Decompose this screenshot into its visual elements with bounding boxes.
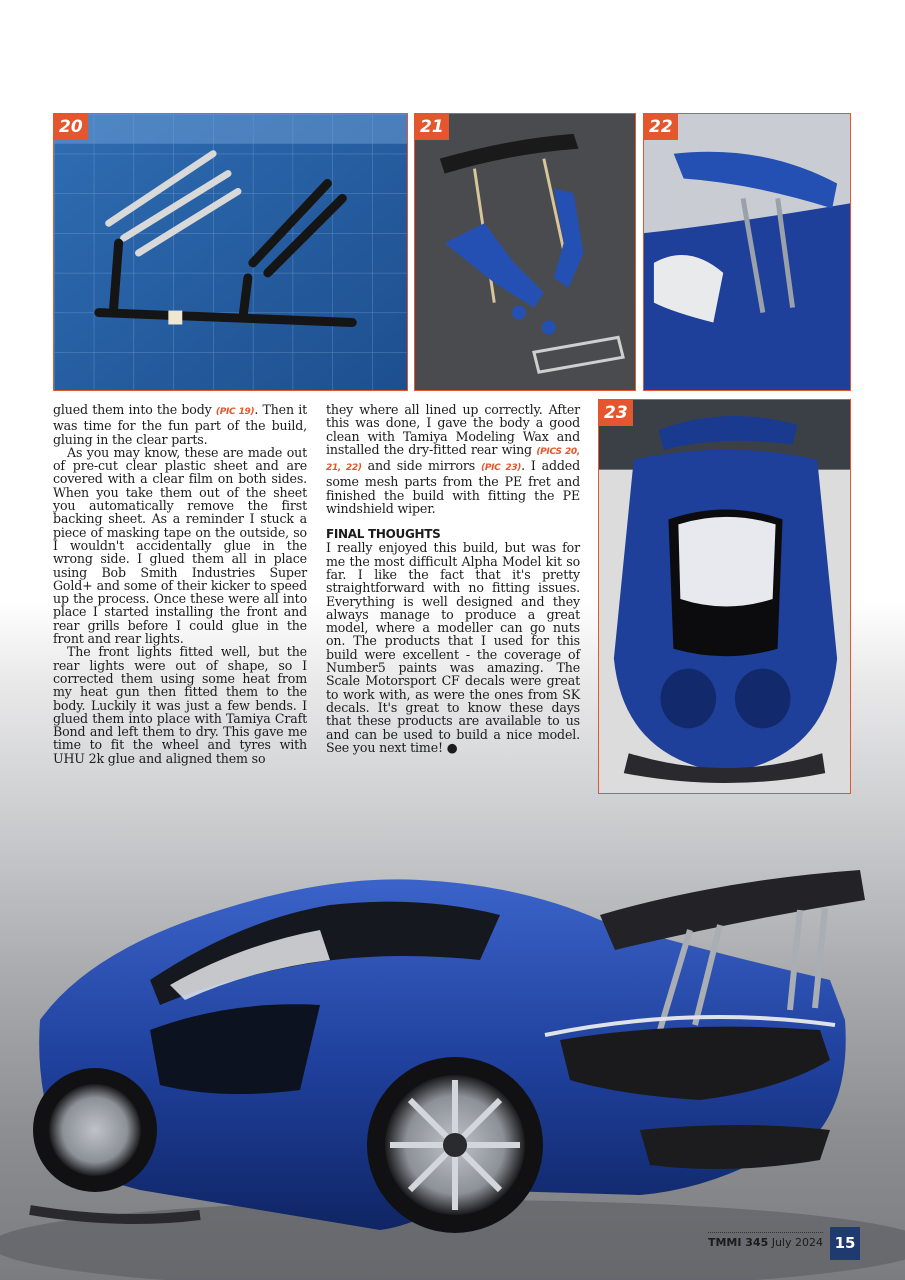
- pic-number-22: 22: [644, 114, 678, 140]
- article-column-1: [53, 403, 307, 765]
- article-column-2: [326, 403, 580, 754]
- photo-20: [53, 113, 408, 391]
- paragraph: As you may know, these are made out of pre-cut clear plastic sheet and are covered with a clear film on both sides. When you take them out of the sheet you automatically remove the first backing sheet. As a reminder I stuck a piece of masking tape on the outside, so I wouldn't accidentally glue in the wrong side. I glued them all in place using Bob Smith Industries Super Gold+ and some of their kicker to speed up the process. Once these were all into place I started installing the front and rear grills before I could glue in the front and rear lights.: [53, 444, 307, 647]
- rear-wing-fitted-image: [644, 114, 850, 390]
- page-number: 15: [830, 1227, 860, 1260]
- text-span: . Then it was time for the fun part of the build, gluing in the clear parts.: [53, 402, 307, 447]
- issue-date: July 2024: [771, 1236, 823, 1249]
- main-car-photo: [0, 830, 905, 1280]
- blue-supercar-image: [0, 830, 905, 1280]
- paragraph: The front lights fitted well, but the rear lights were out of shape, so I corrected them using some heat from my heat gun then fitted them to the body. Luckily it was just a few bends. I glued them into place with Tamiya Craft Bond and left them to dry. This gave me time to fit the wheel and tyres with UHU 2k glue and aligned them so: [53, 644, 307, 766]
- pic-number-21: 21: [415, 114, 449, 140]
- page-folio: [708, 1232, 823, 1256]
- text-span: glued them into the body: [53, 402, 216, 417]
- pic-reference: (PIC 19): [215, 407, 255, 417]
- section-heading: FINAL THOUGHTS: [326, 527, 441, 542]
- wing-stand-parts-image: [54, 114, 407, 390]
- car-top-view-image: [599, 400, 850, 793]
- magazine-issue: TMMI 345: [707, 1236, 769, 1249]
- pic-number-23: 23: [599, 400, 633, 426]
- text-span: . I added some mesh parts from the PE fret and finished the build with fitting the PE windshield wiper.: [326, 458, 580, 517]
- paragraph: [53, 403, 307, 446]
- text-span: they where all lined up correctly. After this was done, I gave the body a good clean with Tamiya Modeling Wax and installed the dry-fitted rear wing: [326, 402, 580, 457]
- painted-wing-parts-image: [415, 114, 635, 390]
- pic-reference: (PIC 23): [481, 463, 522, 474]
- pic-number-20: 20: [54, 114, 88, 140]
- pic-reference: (PICS 20, 21, 22): [326, 446, 580, 474]
- paragraph: [326, 403, 580, 515]
- photo-23: [598, 399, 851, 794]
- photo-21: [414, 113, 636, 391]
- paragraph: I really enjoyed this build, but was for me the most difficult Alpha Model kit so far. I like the fact that it's pretty straightforward with no fitting issues. Everything is well designed and they always manage to produce a great model, where a modeller can go nuts on. The products that I used for this build were excellent - the coverage of Number5 paints was amazing. The Scale Motorsport CF decals were great to work with, as were the ones from SK decals. It's great to know these days that these products are available to us and can be used to build a nice model. See you next time! ●: [326, 540, 580, 755]
- text-span: and side mirrors: [361, 458, 481, 474]
- photo-22: [643, 113, 851, 391]
